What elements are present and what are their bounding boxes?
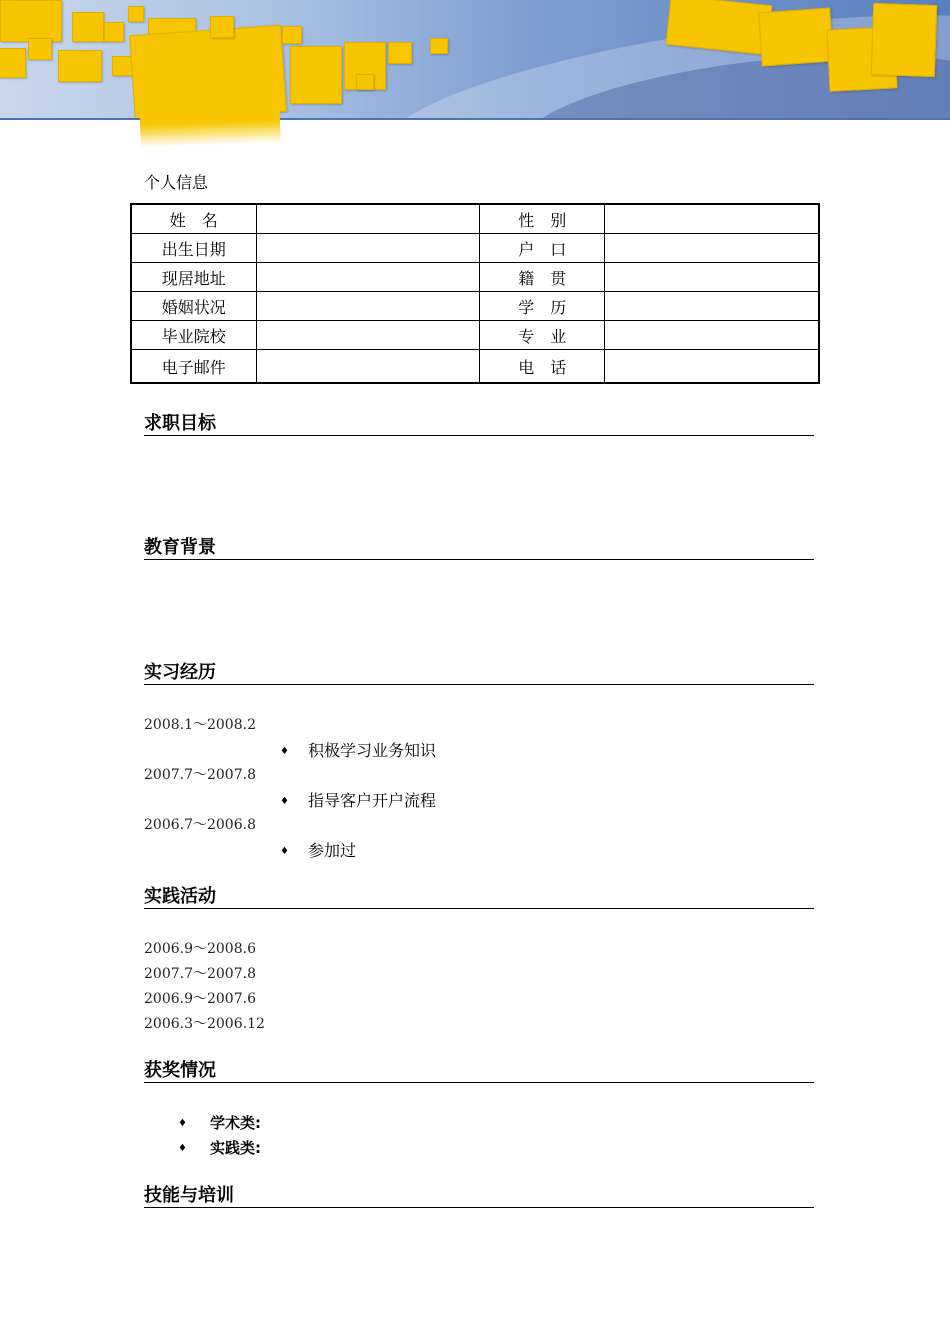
internship-item (280, 788, 436, 811)
bullet-icon: ♦ (178, 1118, 187, 1129)
field-value[interactable] (605, 263, 820, 292)
internship-item-text: 指导客户开户流程 (308, 791, 437, 810)
decor-square (430, 38, 448, 54)
internship-item (280, 738, 436, 761)
heading-objective: 求职目标 (144, 413, 814, 436)
field-value[interactable] (256, 263, 480, 292)
field-value[interactable] (605, 350, 820, 384)
practice-date: 2006.9～2008.6 (144, 941, 256, 957)
field-value[interactable] (256, 234, 480, 263)
field-label: 学 历 (480, 292, 605, 321)
decor-square (58, 50, 102, 82)
heading-education: 教育背景 (144, 537, 814, 560)
award-item (178, 1112, 261, 1133)
field-value[interactable] (605, 292, 820, 321)
decor-square (356, 74, 374, 90)
field-label: 姓 名 (131, 204, 256, 234)
award-item-text: 学术类: (210, 1114, 261, 1132)
decor-square (282, 26, 302, 44)
field-label: 户 口 (480, 234, 605, 263)
heading-practice: 实践活动 (144, 886, 814, 909)
field-value[interactable] (256, 350, 480, 384)
bullet-icon: ♦ (280, 796, 289, 807)
bullet-icon: ♦ (280, 746, 289, 757)
practice-date: 2006.9～2007.6 (144, 991, 256, 1007)
decor-square (758, 8, 834, 67)
decor-square (72, 12, 104, 42)
decor-square (0, 0, 62, 42)
field-label: 电 话 (480, 350, 605, 384)
decor-square (104, 22, 124, 42)
field-label: 毕业院校 (131, 321, 256, 350)
decor-hanging-square (139, 98, 280, 148)
decor-square (290, 46, 342, 104)
field-label: 专 业 (480, 321, 605, 350)
field-value[interactable] (605, 321, 820, 350)
decor-square (210, 16, 234, 38)
internship-item (280, 838, 356, 861)
heading-awards: 获奖情况 (144, 1060, 814, 1083)
decor-square (28, 38, 52, 60)
decor-square (871, 3, 937, 77)
field-label: 籍 贯 (480, 263, 605, 292)
personal-info-title: 个人信息 (144, 173, 209, 192)
bullet-icon: ♦ (178, 1143, 187, 1154)
practice-date: 2007.7～2007.8 (144, 966, 256, 982)
practice-date: 2006.3～2006.12 (144, 1016, 265, 1032)
internship-item-text: 积极学习业务知识 (308, 741, 437, 760)
award-item-text: 实践类: (210, 1139, 261, 1157)
personal-info-table (130, 203, 820, 384)
field-label: 电子邮件 (131, 350, 256, 384)
decor-square (388, 42, 412, 64)
field-value[interactable] (256, 321, 480, 350)
bullet-icon: ♦ (280, 846, 289, 857)
field-value[interactable] (605, 204, 820, 234)
field-value[interactable] (605, 234, 820, 263)
internship-date: 2008.1～2008.2 (144, 717, 256, 733)
internship-date: 2006.7～2006.8 (144, 817, 256, 833)
heading-skills: 技能与培训 (144, 1185, 814, 1208)
field-value[interactable] (256, 204, 480, 234)
decor-square (0, 48, 26, 78)
decor-square (128, 6, 144, 22)
field-value[interactable] (256, 292, 480, 321)
award-item (178, 1137, 261, 1158)
field-label: 婚姻状况 (131, 292, 256, 321)
heading-internship: 实习经历 (144, 662, 814, 685)
field-label: 性 别 (480, 204, 605, 234)
field-label: 现居地址 (131, 263, 256, 292)
internship-item-text: 参加过 (308, 841, 357, 860)
field-label: 出生日期 (131, 234, 256, 263)
internship-date: 2007.7～2007.8 (144, 767, 256, 783)
